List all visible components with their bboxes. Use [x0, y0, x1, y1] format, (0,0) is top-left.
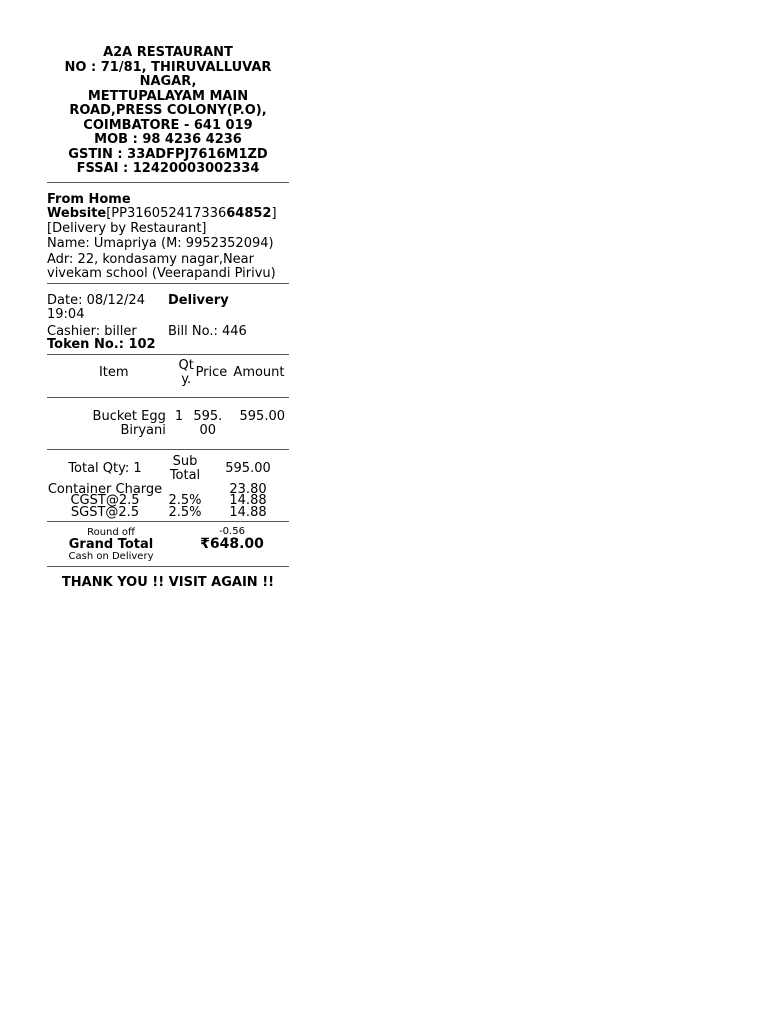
gstin: GSTIN : 33ADFPJ7616M1ZD	[68, 146, 268, 162]
restaurant-name: A2A RESTAURANT	[103, 45, 233, 60]
items-table	[47, 410, 289, 439]
grand-total-section	[47, 522, 289, 566]
sgst-rate: 2.5%	[168, 504, 202, 520]
grand-total-value: ₹648.00	[200, 536, 264, 552]
col-item: Item	[98, 364, 129, 380]
items-header	[47, 359, 289, 388]
order-source-website: Website	[47, 206, 107, 221]
container-charge-value: 23.80	[229, 481, 267, 497]
receipt	[47, 46, 289, 591]
round-off-value: -0.56	[219, 526, 245, 537]
bill-date: Date: 08/12/24 19:04	[47, 292, 145, 322]
divider	[47, 449, 289, 450]
total-qty: Total Qty: 1	[68, 460, 142, 476]
order-id-bold: 64852	[226, 206, 272, 221]
col-amount: Amount	[233, 364, 285, 380]
sub-total-label: Sub Total	[169, 453, 201, 483]
address-line: METTUPALAYAM MAIN	[87, 88, 249, 104]
table-row	[47, 410, 289, 439]
thank-you-message: THANK YOU !! VISIT AGAIN !!	[61, 575, 275, 590]
order-id-prefix: [PP316052417336	[106, 206, 227, 221]
address-line: NAGAR,	[139, 74, 197, 89]
cgst-rate: 2.5%	[168, 493, 202, 508]
item-price: 595.00	[193, 408, 223, 438]
totals-row	[47, 507, 289, 519]
token-number: Token No.: 102	[47, 337, 156, 352]
cashier: Cashier: biller	[47, 323, 137, 339]
grand-total-values	[175, 526, 289, 562]
bill-meta	[47, 284, 289, 353]
grand-total-labels	[47, 527, 175, 562]
address-line: ROAD,PRESS COLONY(P.O),	[69, 103, 267, 118]
divider	[47, 566, 289, 567]
item-qty: 1	[174, 408, 184, 424]
order-id	[47, 207, 289, 222]
grand-total-label: Grand Total	[68, 536, 154, 552]
address-line: NO : 71/81, THIRUVALLUVAR	[64, 59, 272, 75]
fssai: FSSAI : 12420003002334	[76, 161, 260, 176]
cgst-value: 14.88	[229, 493, 267, 508]
col-price: Price	[195, 364, 228, 380]
address-line: COIMBATORE - 641 019	[83, 117, 253, 133]
order-type: Delivery	[168, 292, 229, 308]
delivery-by: [Delivery by Restaurant]	[47, 220, 207, 236]
round-off-label: Round off	[87, 526, 135, 538]
divider	[47, 397, 289, 398]
order-id-suffix: ]	[271, 206, 277, 221]
container-charge-label: Container Charge	[47, 481, 163, 497]
customer-address: Adr: 22, kondasamy nagar,Near vivekam school (Veerapandi Pirivu)	[47, 251, 276, 281]
meta-row	[47, 294, 289, 323]
restaurant-header	[47, 46, 289, 177]
sgst-value: 14.88	[229, 504, 267, 520]
customer-name: Name: Umapriya (M: 9952352094)	[47, 236, 274, 251]
payment-mode: Cash on Delivery	[68, 550, 154, 562]
bill-number: Bill No.: 446	[168, 323, 247, 339]
totals-table	[47, 455, 289, 519]
mobile-number: MOB : 98 4236 4236	[94, 132, 242, 147]
item-amount: 595.00	[239, 408, 285, 424]
order-source: From Home	[47, 191, 131, 207]
sgst-label: SGST@2.5	[70, 504, 140, 520]
sub-total-value: 595.00	[225, 460, 271, 476]
divider	[47, 354, 289, 355]
totals-row	[47, 455, 289, 484]
items-header-row	[47, 359, 289, 388]
col-qty: Qty.	[178, 357, 194, 387]
order-info	[47, 183, 289, 282]
item-name: Bucket Egg Biryani	[92, 408, 166, 438]
cgst-label: CGST@2.5	[70, 493, 140, 508]
